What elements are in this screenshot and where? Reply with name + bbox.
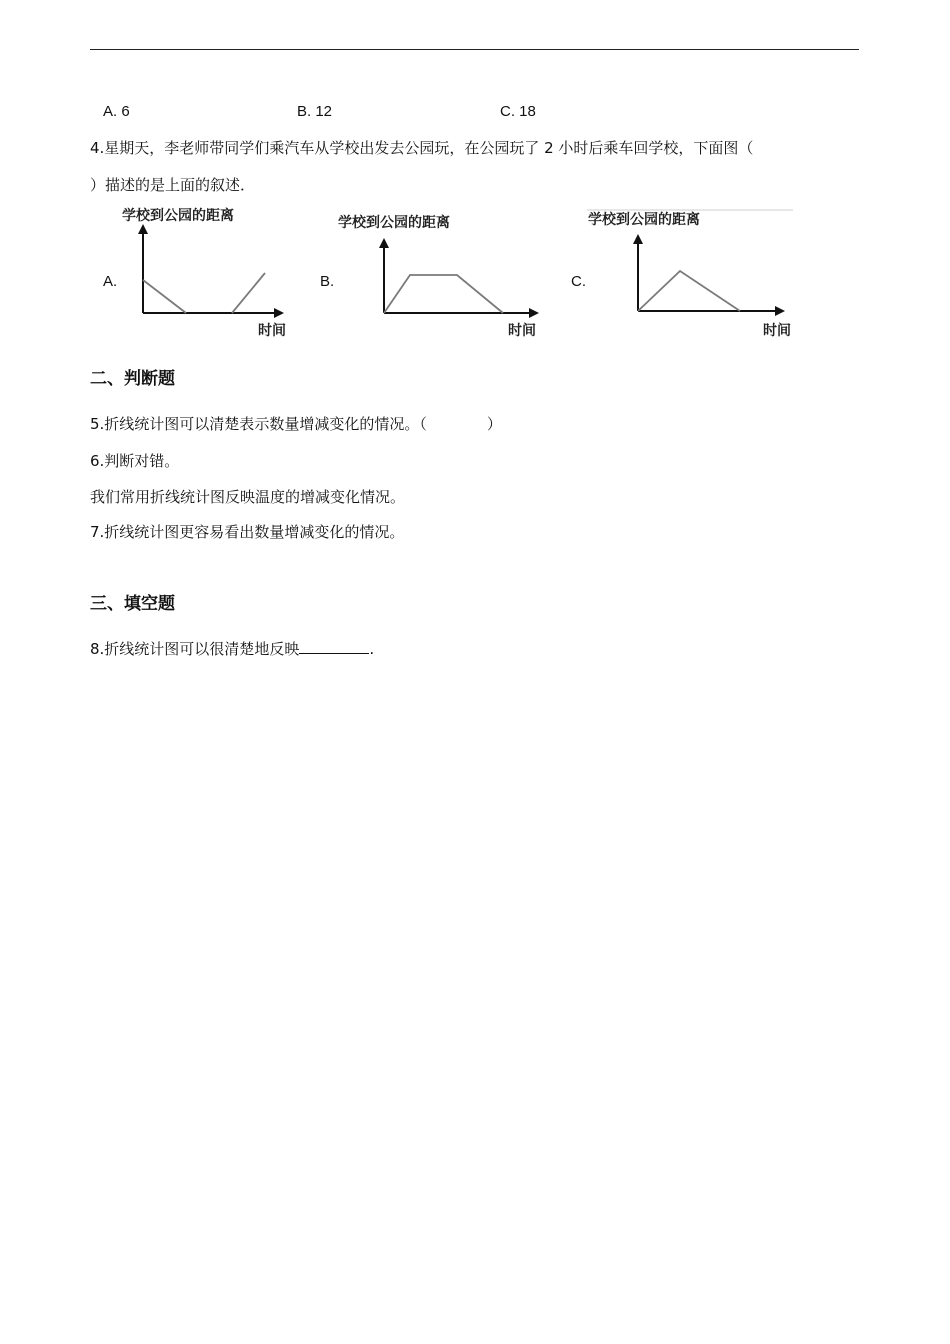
section3-title: 三、填空题	[90, 594, 175, 614]
graph-a-y-arrow	[138, 224, 148, 234]
graph-b	[335, 200, 545, 342]
q4-question-line1: 4.星期天，李老师带同学们乘汽车从学校出发去公园玩，在公园玩了 2 小时后乘车回学校，下面图（	[90, 139, 754, 157]
graph-b-ylabel: 学校到公园的距离	[338, 215, 450, 231]
q3-option-c: C. 18	[500, 103, 536, 120]
graph-c-line	[638, 271, 740, 311]
graph-c	[585, 200, 800, 342]
graph-b-x-arrow	[529, 308, 539, 318]
q3-option-a: A. 6	[103, 103, 130, 120]
graph-b-line	[384, 275, 503, 313]
q6-statement: 我们常用折线统计图反映温度的增减变化情况。	[90, 488, 406, 506]
graph-a-label: A.	[103, 273, 118, 290]
section2-title: 二、判断题	[90, 369, 175, 389]
graph-c-x-arrow	[775, 306, 785, 316]
graph-a-line-back	[232, 273, 265, 313]
graph-b-xlabel: 时间	[508, 323, 536, 339]
q7-question: 7.折线统计图更容易看出数量增减变化的情况。	[90, 523, 405, 541]
graph-a-x-arrow	[274, 308, 284, 318]
q8-prefix: 8.折线统计图可以很清楚地反映	[90, 640, 300, 658]
q8-answer-blank[interactable]	[299, 639, 369, 654]
graph-a	[110, 200, 295, 342]
graph-c-ylabel: 学校到公园的距离	[588, 212, 700, 228]
graph-a-line-out	[143, 280, 186, 313]
graph-c-label: C.	[571, 273, 586, 290]
graph-c-xlabel: 时间	[763, 323, 791, 339]
q8-suffix: .	[369, 640, 375, 658]
q3-option-b: B. 12	[297, 103, 333, 120]
q4-question-line2: ）描述的是上面的叙述．	[90, 176, 256, 194]
graph-a-ylabel: 学校到公园的距离	[122, 208, 234, 224]
q5-question: 5.折线统计图可以清楚表示数量增减变化的情况。（ ）	[90, 415, 502, 433]
graph-a-xlabel: 时间	[258, 323, 286, 339]
graph-b-y-arrow	[379, 238, 389, 248]
header-rule	[90, 49, 859, 50]
graph-b-label: B.	[320, 273, 335, 290]
q8-question	[90, 639, 374, 659]
graph-c-y-arrow	[633, 234, 643, 244]
q6-question: 6.判断对错。	[90, 452, 180, 470]
